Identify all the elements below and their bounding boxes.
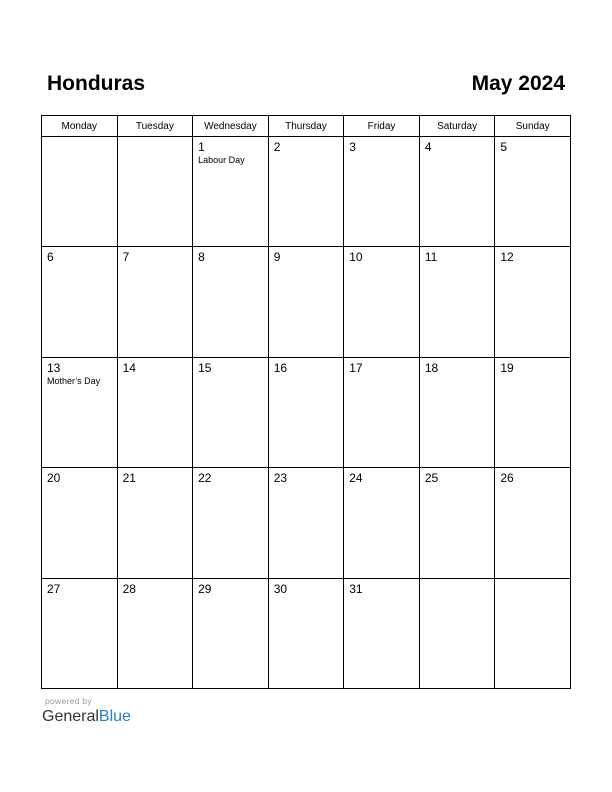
weekday-header: Wednesday [193,116,269,137]
generalblue-logo[interactable] [42,708,131,726]
day-cell [42,137,118,247]
day-number: 24 [349,471,363,486]
day-number: 12 [500,250,514,265]
calendar-country-title: Honduras [47,72,146,95]
week-row [42,247,571,357]
day-cell [42,578,118,688]
day-number: 20 [47,471,61,486]
day-number: 31 [349,581,363,596]
day-number: 16 [273,360,288,375]
day-cell [344,137,420,247]
day-number: 29 [198,581,212,596]
day-number: 21 [122,471,136,486]
day-number: 25 [424,471,439,486]
day-cell [495,247,571,357]
day-cell [193,357,269,467]
day-cell [268,137,344,247]
week-row [42,357,571,467]
day-cell [419,468,495,578]
holiday-label: Labour Day [198,155,245,165]
day-cell [117,247,193,357]
brand-general-text: General [42,708,99,725]
day-cell [268,357,344,467]
day-cell [419,137,495,247]
weekday-header: Friday [344,116,420,137]
weekday-header: Monday [42,116,118,137]
day-cell [42,357,118,467]
day-number: 19 [500,360,514,375]
day-number: 14 [122,360,136,375]
day-cell [495,357,571,467]
day-number: 27 [47,581,61,596]
holiday-label: Mother’s Day [47,375,101,386]
week-row [42,468,571,578]
day-cell [419,578,495,688]
day-number: 26 [500,471,514,486]
day-number: 23 [273,471,288,486]
day-number: 30 [273,581,288,596]
day-cell [268,247,344,357]
day-cell [42,247,118,357]
day-cell [117,357,193,467]
day-cell [495,137,571,247]
day-cell [495,578,571,688]
day-cell [117,137,193,247]
day-number: 7 [122,250,130,265]
day-number: 13 [47,360,61,375]
day-cell [193,137,269,247]
day-cell [268,578,344,688]
calendar-grid [41,115,571,689]
day-cell [193,468,269,578]
day-cell [268,468,344,578]
day-number: 15 [198,360,212,375]
day-number: 9 [273,250,281,265]
weekday-header: Thursday [268,116,344,137]
day-cell [419,247,495,357]
day-cell [419,357,495,467]
day-cell [495,468,571,578]
week-row [42,578,571,688]
day-cell [193,247,269,357]
day-cell [344,357,420,467]
day-number: 1 [198,140,205,154]
day-cell [193,578,269,688]
powered-by-text: powered by [45,696,92,706]
day-cell [117,468,193,578]
day-number: 17 [349,360,363,375]
day-number: 2 [273,140,281,154]
day-number: 6 [47,250,54,265]
weekday-header: Sunday [495,116,571,137]
calendar-month-title: May 2024 [471,72,565,95]
day-number: 4 [424,140,432,154]
day-number: 10 [349,250,363,265]
week-row [42,137,571,247]
day-number: 18 [424,360,439,375]
weekday-header: Saturday [419,116,495,137]
day-number: 5 [500,140,508,154]
brand-blue-text: Blue [98,708,131,725]
day-number: 3 [349,140,356,154]
day-number: 8 [198,250,205,265]
day-number: 22 [198,471,212,486]
weekday-header-row [42,116,571,137]
day-cell [117,578,193,688]
day-number: 11 [424,250,438,265]
day-cell [344,468,420,578]
day-cell [344,578,420,688]
day-number: 28 [122,581,136,596]
day-cell [344,247,420,357]
weekday-header: Tuesday [117,116,193,137]
day-cell [42,468,118,578]
